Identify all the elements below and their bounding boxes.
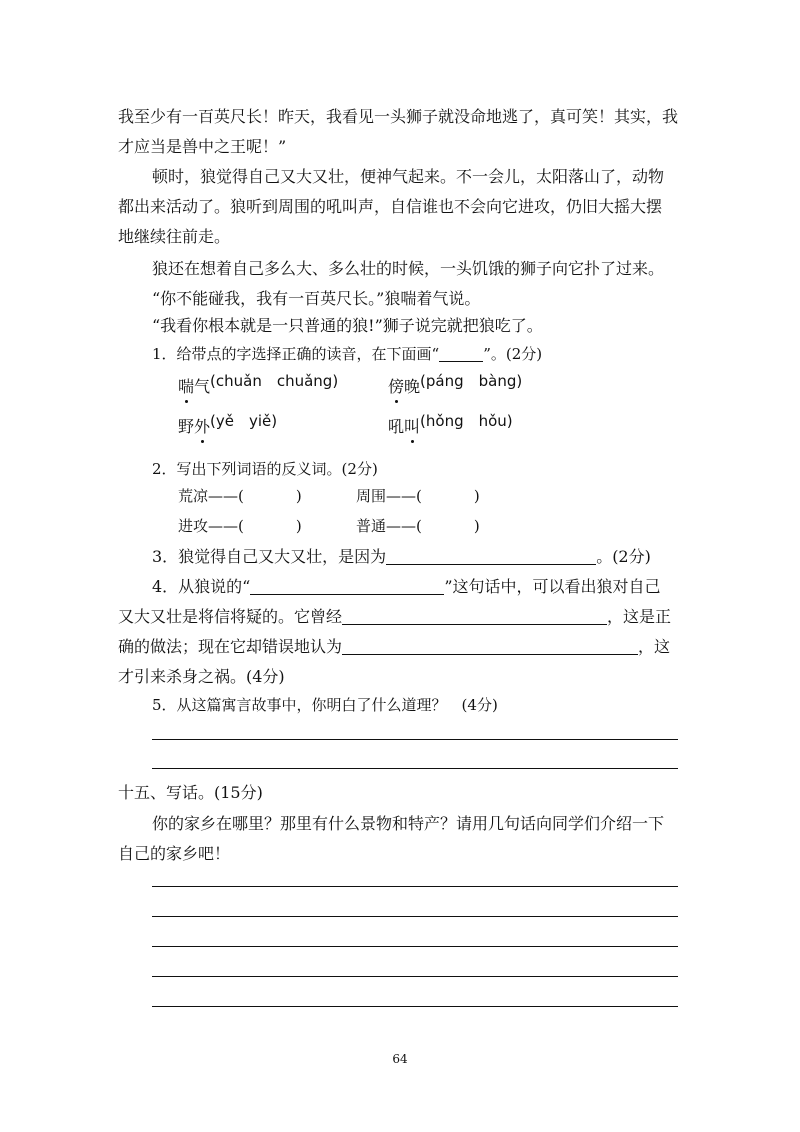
- q1-item: 野外(yě yiě): [178, 412, 278, 436]
- pinyin-options: (hǒng hǒu): [420, 412, 513, 430]
- story-line: “你不能碰我，我有一百英尺长。”狼喘着气说。: [152, 289, 481, 308]
- pinyin-options: (páng bàng): [420, 372, 523, 390]
- dotted-char: 叫: [404, 417, 421, 436]
- writing-line: [152, 916, 678, 917]
- story-line: 都出来活动了。狼听到周围的吼叫声，自信谁也不会向它进攻，仍旧大摇大摆: [118, 197, 663, 216]
- answer-blank: [439, 345, 483, 362]
- q2-item: 普通——( ): [356, 517, 480, 535]
- writing-prompt: 你的家乡在哪里？那里有什么景物和特产？请用几句话向同学们介绍一下: [152, 814, 665, 833]
- q4-line: 才引来杀身之祸。(4分): [118, 667, 285, 686]
- q4-line: 4．从狼说的“ ”这句话中，可以看出狼对自己: [152, 577, 661, 596]
- story-line: 才应当是兽中之王呢！”: [118, 137, 287, 156]
- answer-blank: [386, 548, 596, 565]
- writing-line: [152, 946, 678, 947]
- q4-line: 确的做法；现在它却错误地认为 ，这: [118, 637, 671, 656]
- q2-item: 进攻——( ): [178, 517, 302, 535]
- writing-line: [152, 1006, 678, 1007]
- q1-item: 喘气(chuǎn chuǎng): [178, 372, 339, 396]
- writing-prompt: 自己的家乡吧！: [118, 844, 231, 863]
- q5-stem: 5．从这篇寓言故事中，你明白了什么道理？ (4分): [152, 696, 498, 714]
- story-line: 顿时，狼觉得自己又大又壮，便神气起来。不一会儿，太阳落山了，动物: [152, 167, 665, 186]
- q1-item: 吼叫(hǒng hǒu): [388, 412, 513, 436]
- dotted-char: 喘: [178, 377, 195, 396]
- q3-line: 3．狼觉得自己又大又壮，是因为 。(2分): [152, 547, 651, 566]
- story-line: 狼还在想着自己多么大、多么壮的时候，一头饥饿的狮子向它扑了过来。: [152, 259, 665, 278]
- writing-line: [152, 886, 678, 887]
- section-title: 十五、写话。(15分): [118, 783, 263, 802]
- pinyin-options: (yě yiě): [210, 412, 278, 430]
- q1-item: 傍晚(páng bàng): [388, 372, 523, 396]
- answer-line: [152, 739, 678, 740]
- pinyin-options: (chuǎn chuǎng): [210, 372, 339, 390]
- answer-blank: [342, 638, 638, 655]
- q2-stem: 2．写出下列词语的反义词。(2分): [152, 460, 378, 478]
- q1-stem: 1．给带点的字选择正确的读音，在下面画“ ”。(2分): [152, 345, 543, 363]
- answer-line: [152, 768, 678, 769]
- story-line: “我看你根本就是一只普通的狼!”狮子说完就把狼吃了。: [152, 316, 543, 335]
- writing-line: [152, 976, 678, 977]
- dotted-char: 傍: [388, 377, 405, 396]
- q2-item: 荒凉——( ): [178, 487, 302, 505]
- answer-blank: [250, 578, 444, 595]
- dotted-char: 外: [194, 417, 211, 436]
- page-number: 64: [392, 1052, 408, 1066]
- story-line: 我至少有一百英尺长！昨天，我看见一头狮子就没命地逃了，真可笑！其实，我: [118, 107, 679, 126]
- q2-item: 周围——( ): [356, 487, 480, 505]
- story-line: 地继续往前走。: [118, 227, 231, 246]
- answer-blank: [342, 608, 607, 625]
- q4-line: 又大又壮是将信将疑的。它曾经 ，这是正: [118, 607, 672, 626]
